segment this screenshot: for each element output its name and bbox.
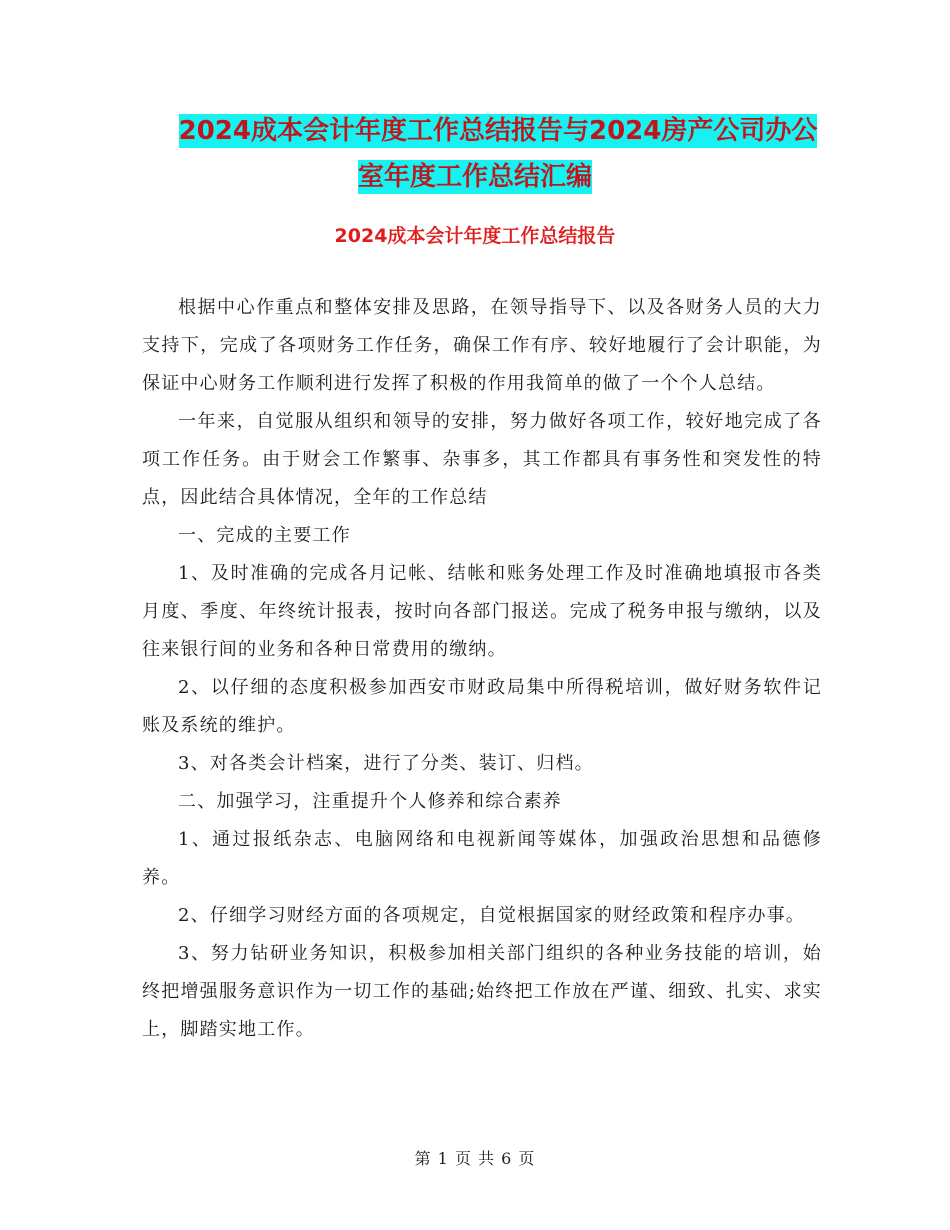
document-body — [142, 289, 822, 1049]
section-title: 2024成本会计年度工作总结报告 — [334, 225, 616, 247]
heading-main-work: 一、完成的主要工作 — [178, 525, 351, 546]
paragraph-work-3: 3、对各类会计档案，进行了分类、装订、归档。 — [178, 753, 594, 774]
document-title — [0, 108, 950, 200]
paragraph-study-3: 3、努力钻研业务知识，积极参加相关部门组织的各种业务技能的培训，始终把增强服务意识作为一切工作的基础;始终把工作放在严谨、细致、扎实、求实上，脚踏实地工作。 — [142, 943, 822, 1040]
title-line-2: 室年度工作总结汇编 — [357, 162, 592, 192]
paragraph-work-1: 1、及时准确的完成各月记帐、结帐和账务处理工作及时准确地填报市各类月度、季度、年终统计报表，按时向各部门报送。完成了税务申报与缴纳，以及往来银行间的业务和各种日常费用的缴纳。 — [142, 563, 822, 660]
paragraph-intro: 根据中心作重点和整体安排及思路，在领导指导下、以及各财务人员的大力支持下，完成了各项财务工作任务，确保工作有序、较好地履行了会计职能，为保证中心财务工作顺利进行发挥了积极的作用我简单的做了一个个人总结。 — [142, 297, 822, 394]
heading-study: 二、加强学习，注重提升个人修养和综合素养 — [178, 791, 562, 812]
page-footer: 第 1 页 共 6 页 — [414, 1149, 536, 1168]
paragraph-study-1: 1、通过报纸杂志、电脑网络和电视新闻等媒体，加强政治思想和品德修养。 — [142, 829, 822, 888]
title-line-1: 2024成本会计年度工作总结报告与2024房产公司办公 — [178, 116, 818, 146]
paragraph-study-2: 2、仔细学习财经方面的各项规定，自觉根据国家的财经政策和程序办事。 — [178, 905, 806, 926]
paragraph-work-2: 2、以仔细的态度积极参加西安市财政局集中所得税培训，做好财务软件记账及系统的维护。 — [142, 677, 822, 736]
paragraph-overview: 一年来，自觉服从组织和领导的安排，努力做好各项工作，较好地完成了各项工作任务。由于财会工作繁事、杂事多，其工作都具有事务性和突发性的特点，因此结合具体情况，全年的工作总结 — [142, 411, 822, 508]
